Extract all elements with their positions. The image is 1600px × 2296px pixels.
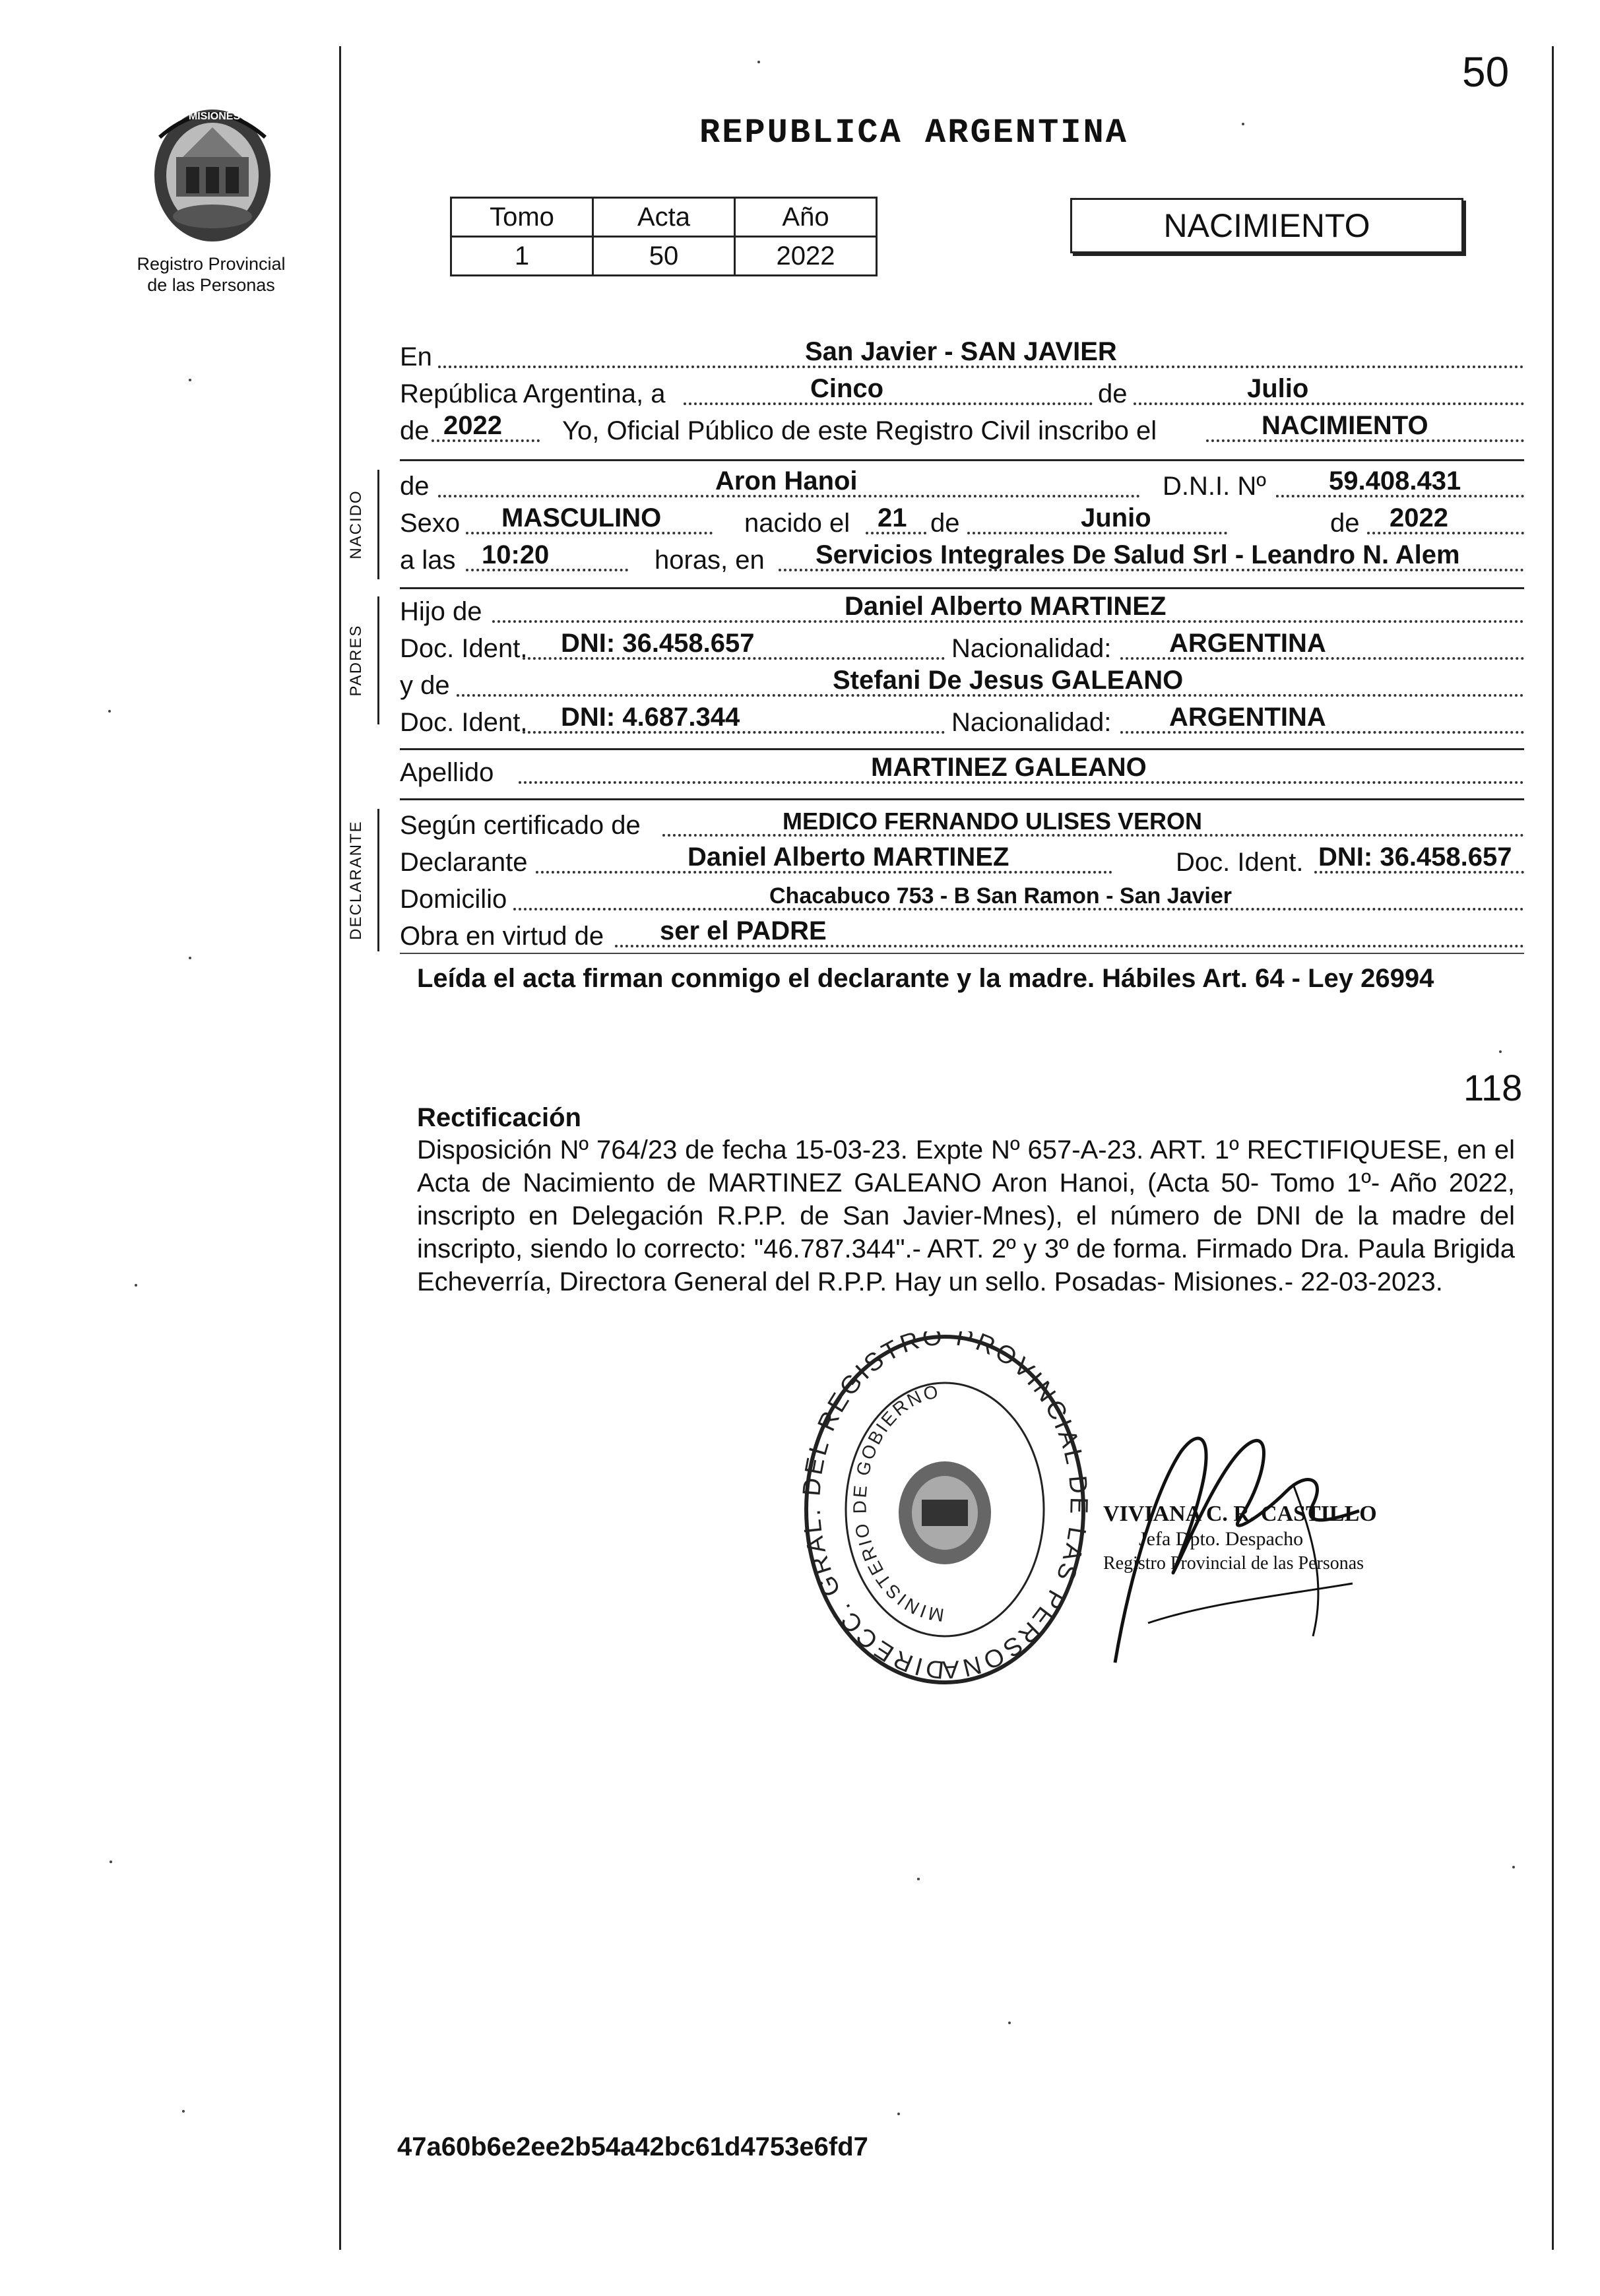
signature-role: Jefa Dpto. Despacho bbox=[1139, 1528, 1304, 1550]
line-doc-padre bbox=[400, 628, 1524, 668]
value-domicilio: Chacabuco 753 - B San Ramon - San Javier bbox=[769, 883, 1232, 909]
line-fecha bbox=[400, 373, 1524, 413]
value-nombre: Aron Hanoi bbox=[715, 466, 858, 495]
label-domicilio: Domicilio bbox=[400, 885, 507, 914]
side-label-declarante-text: DECLARANTE bbox=[347, 820, 365, 940]
label-dni: D.N.I. Nº bbox=[1163, 472, 1266, 501]
scan-speck bbox=[757, 61, 760, 63]
record-type-box: NACIMIENTO bbox=[1070, 198, 1463, 253]
label-de5: de bbox=[1330, 509, 1360, 538]
value-nac-padre: ARGENTINA bbox=[1169, 629, 1326, 658]
label-certificado: Según certificado de bbox=[400, 811, 641, 840]
section-separator bbox=[400, 798, 1524, 800]
line-sexo bbox=[400, 503, 1524, 542]
label-nac2: Nacionalidad: bbox=[951, 708, 1112, 737]
scan-speck bbox=[1008, 2022, 1011, 2024]
value-doc-padre: DNI: 36.458.657 bbox=[561, 629, 755, 658]
label-obra: Obra en virtud de bbox=[400, 922, 604, 951]
value-mes: Julio bbox=[1247, 374, 1309, 403]
value-obra: ser el PADRE bbox=[660, 916, 827, 945]
label-doc1: Doc. Ident. bbox=[400, 634, 528, 663]
value-nac-mes: Junio bbox=[1081, 503, 1151, 532]
scan-speck bbox=[1499, 1050, 1502, 1053]
scan-speck bbox=[897, 2113, 900, 2115]
label-sexo: Sexo bbox=[400, 509, 461, 538]
side-bar-declarante bbox=[377, 809, 379, 951]
label-de3: de bbox=[400, 472, 430, 501]
value-lugar-inscripcion: San Javier - SAN JAVIER bbox=[805, 337, 1117, 366]
value-nac-dia: 21 bbox=[878, 503, 907, 532]
label-de4: de bbox=[930, 509, 960, 538]
dotted-rule bbox=[1134, 402, 1524, 405]
value-hora: 10:20 bbox=[482, 540, 550, 569]
line-inscribo bbox=[400, 410, 1524, 450]
header-title: REPUBLICA ARGENTINA bbox=[699, 113, 1128, 152]
seal-inner-text: MINISTERIO DE GOBIERNO bbox=[849, 1380, 945, 1626]
scan-speck bbox=[189, 957, 191, 959]
value-decl-doc: DNI: 36.458.657 bbox=[1318, 843, 1512, 872]
scan-speck bbox=[189, 379, 191, 381]
side-label-padres-text: PADRES bbox=[347, 624, 365, 697]
left-margin-rule bbox=[339, 46, 341, 2250]
side-bar-padres bbox=[377, 596, 379, 724]
label-doc2: Doc. Ident. bbox=[400, 708, 528, 737]
signature-name: VIVIANA C. R. CASTILLO bbox=[1103, 1502, 1377, 1526]
label-declarante: Declarante bbox=[400, 848, 528, 877]
scan-speck bbox=[182, 2110, 185, 2113]
scan-speck bbox=[1242, 123, 1244, 125]
label-hijo: Hijo de bbox=[400, 597, 482, 626]
label-republica: República Argentina, a bbox=[400, 379, 666, 408]
record-table-cell: 50 bbox=[593, 237, 735, 276]
right-margin-rule bbox=[1552, 46, 1554, 2250]
seal-outer-text: DIRECC. GRAL. DEL REGISTRO PROVINCIAL DE LAS PERSONA bbox=[800, 1331, 1090, 1684]
record-table-header: Acta bbox=[593, 198, 735, 237]
value-nac-madre: ARGENTINA bbox=[1169, 703, 1326, 732]
line-padre bbox=[400, 591, 1524, 631]
value-declarante: Daniel Alberto MARTINEZ bbox=[688, 843, 1009, 872]
record-table bbox=[450, 197, 878, 276]
value-anio: 2022 bbox=[443, 411, 502, 440]
label-en: En bbox=[400, 342, 432, 371]
value-dni: 59.408.431 bbox=[1329, 466, 1461, 495]
side-label-declarante bbox=[343, 809, 369, 951]
value-inscribo: NACIMIENTO bbox=[1262, 411, 1428, 440]
signature-org: Registro Provincial de las Personas bbox=[1103, 1553, 1364, 1574]
logo-text-top: PROVINCIA DE MISIONES bbox=[176, 99, 253, 122]
side-label-nacido-text: NACIDO bbox=[347, 490, 365, 559]
registry-seal-icon bbox=[800, 1331, 1090, 1688]
section-separator bbox=[400, 587, 1524, 589]
value-certificado: MEDICO FERNANDO ULISES VERON bbox=[783, 808, 1203, 835]
label-alas: a las bbox=[400, 546, 456, 575]
value-sexo: MASCULINO bbox=[501, 503, 662, 532]
official-seal bbox=[800, 1331, 1090, 1688]
line-certificado bbox=[400, 805, 1524, 845]
rectificacion-body: Disposición Nº 764/23 de fecha 15-03-23. Expte Nº 657-A-23. ART. 1º RECTIFIQUESE, en el Acta de Nacimiento de MARTINEZ GALEANO Aron Hanoi, (Acta 50- Tomo 1º- Año 2022, inscripto en Delegación R.P.P. de San Javier-Mnes), el número de DNI de la madre del inscripto, siendo lo correcto: "46.787.344".- ART. 2º y 3º de forma. Firmado Dra. Paula Brigida Echeverría, Directora General del R.P.P. Hay un sello. Posadas- Misiones.- 22-03-2023. bbox=[417, 1135, 1515, 1296]
closing-note: Leída el acta firman conmigo el declarante y la madre. Hábiles Art. 64 - Ley 26994 bbox=[417, 964, 1434, 993]
page-number-top: 50 bbox=[1462, 48, 1510, 96]
line-nombre bbox=[400, 466, 1524, 505]
value-nac-anio: 2022 bbox=[1390, 503, 1448, 532]
side-label-padres bbox=[343, 596, 369, 724]
line-domicilio bbox=[400, 879, 1524, 918]
value-doc-madre: DNI: 4.687.344 bbox=[561, 703, 740, 732]
label-de: de bbox=[1098, 379, 1128, 408]
label-yde: y de bbox=[400, 671, 450, 700]
scan-speck bbox=[110, 1861, 112, 1863]
side-label-nacido bbox=[343, 470, 369, 579]
label-decl-doc: Doc. Ident. bbox=[1176, 848, 1304, 877]
label-apellido: Apellido bbox=[400, 758, 494, 787]
value-lugar-nacimiento: Servicios Integrales De Salud Srl - Leandro N. Alem bbox=[816, 540, 1460, 569]
record-table-header: Tomo bbox=[451, 198, 593, 237]
value-madre: Stefani De Jesus GALEANO bbox=[833, 666, 1184, 695]
section-separator bbox=[400, 748, 1524, 750]
document-hash: 47a60b6e2ee2b54a42bc61d4753e6fd7 bbox=[397, 2132, 868, 2161]
line-apellido bbox=[400, 752, 1524, 792]
line-declarante bbox=[400, 842, 1524, 881]
dotted-rule bbox=[684, 402, 1093, 405]
line-doc-madre bbox=[400, 702, 1524, 742]
label-nac1: Nacionalidad: bbox=[951, 634, 1112, 663]
line-en bbox=[400, 336, 1524, 376]
record-table-header: Año bbox=[735, 198, 877, 237]
value-dia: Cinco bbox=[810, 374, 884, 403]
record-table-cell: 1 bbox=[451, 237, 593, 276]
label-nacido: nacido el bbox=[744, 509, 850, 538]
logo-caption-line2: de las Personas bbox=[147, 275, 275, 295]
logo-caption-line1: Registro Provincial bbox=[137, 254, 286, 274]
label-horas-en: horas, en bbox=[655, 546, 765, 575]
scan-speck bbox=[135, 1284, 137, 1287]
side-bar-nacido bbox=[377, 470, 379, 579]
section-separator bbox=[400, 953, 1524, 954]
scan-speck bbox=[108, 710, 111, 713]
line-madre bbox=[400, 665, 1524, 705]
scan-speck bbox=[1512, 1866, 1515, 1868]
section-separator bbox=[400, 459, 1524, 461]
value-padre: Daniel Alberto MARTINEZ bbox=[845, 592, 1167, 621]
label-de2: de bbox=[400, 416, 430, 445]
line-obra bbox=[400, 916, 1524, 955]
page-number-mid: 118 bbox=[1463, 1067, 1523, 1108]
label-yo: Yo, Oficial Público de este Registro Civil inscribo el bbox=[562, 416, 1157, 445]
value-apellido: MARTINEZ GALEANO bbox=[871, 753, 1147, 782]
rectificacion-title: Rectificación bbox=[417, 1103, 581, 1132]
scan-speck bbox=[917, 1878, 920, 1880]
line-hora bbox=[400, 540, 1524, 579]
record-table-cell: 2022 bbox=[735, 237, 877, 276]
